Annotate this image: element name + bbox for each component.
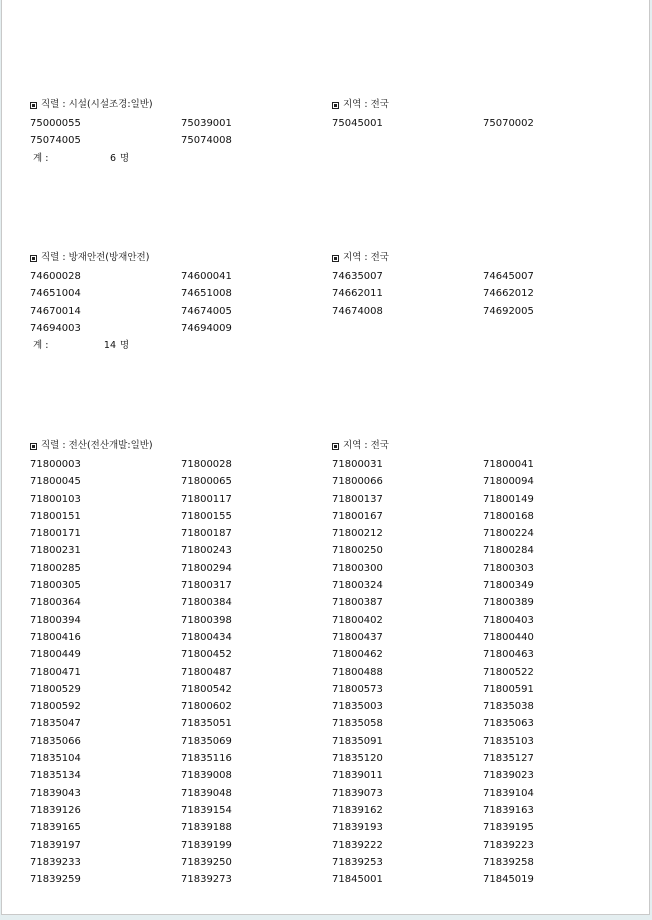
id-cell: 74662011 <box>332 288 383 300</box>
id-cell: 71800031 <box>332 459 383 470</box>
id-cell: 71839043 <box>30 787 81 799</box>
id-cell: 71839188 <box>181 822 232 834</box>
id-cell: 71839008 <box>181 770 232 782</box>
id-cell: 71835127 <box>483 753 534 765</box>
square-bullet-icon <box>332 255 339 262</box>
id-cell: 71800402 <box>332 614 383 626</box>
id-cell: 71800488 <box>332 666 383 678</box>
id-cell: 74674005 <box>181 305 232 317</box>
id-cell: 71839163 <box>483 804 534 816</box>
section-computing <box>30 438 590 888</box>
id-cell: 71800168 <box>483 510 534 522</box>
id-cell: 71800416 <box>30 631 81 643</box>
id-cell: 71800094 <box>483 476 534 488</box>
id-cell: 71800387 <box>332 597 383 609</box>
id-cell: 71800231 <box>30 545 81 557</box>
id-grid <box>30 268 590 337</box>
id-cell: 71800305 <box>30 580 81 592</box>
id-cell: 71835120 <box>332 753 383 765</box>
total-row <box>30 337 590 355</box>
id-cell: 71800403 <box>483 614 534 626</box>
id-cell: 71835063 <box>483 718 534 730</box>
id-cell: 71835047 <box>30 718 81 730</box>
id-cell: 71835051 <box>181 718 232 730</box>
id-cell: 71839199 <box>181 839 232 851</box>
total-unit: 명 <box>120 340 130 352</box>
section-disaster-safety <box>30 250 590 355</box>
id-cell: 71800394 <box>30 614 81 626</box>
id-cell: 71800187 <box>181 528 232 540</box>
id-cell: 71800103 <box>30 493 81 505</box>
id-cell: 71835134 <box>30 770 81 782</box>
id-cell: 71839222 <box>332 839 383 851</box>
id-cell: 74670014 <box>30 305 81 317</box>
region-label: 지역 : 전국 <box>343 252 389 263</box>
id-cell: 71835104 <box>30 753 81 765</box>
id-cell: 71800003 <box>30 459 81 470</box>
id-cell: 71800294 <box>181 562 232 574</box>
id-cell: 71800028 <box>181 459 232 470</box>
id-cell: 71839073 <box>332 787 383 799</box>
square-bullet-icon <box>30 255 37 262</box>
region-label: 지역 : 전국 <box>343 440 389 451</box>
total-label: 계 : <box>33 152 49 164</box>
id-cell: 71839193 <box>332 822 383 834</box>
id-cell: 74694009 <box>181 322 232 334</box>
id-cell: 71800440 <box>483 631 534 643</box>
id-cell: 71800324 <box>332 580 383 592</box>
id-cell: 74600028 <box>30 271 81 282</box>
total-row <box>30 150 590 168</box>
id-cell: 74600041 <box>181 271 232 282</box>
id-cell: 71839165 <box>30 822 81 834</box>
job-series-label: 직렬 : 시설(시설조경:일반) <box>41 99 153 110</box>
total-count: 6 <box>109 152 116 164</box>
id-cell: 71800137 <box>332 493 383 505</box>
total-count: 14 <box>103 340 116 352</box>
id-cell: 71845001 <box>332 874 383 886</box>
id-cell: 71835069 <box>181 735 232 747</box>
id-cell: 71800167 <box>332 510 383 522</box>
id-cell: 71835058 <box>332 718 383 730</box>
id-cell: 71800487 <box>181 666 232 678</box>
job-series-label: 직렬 : 전산(전산개발:일반) <box>41 440 153 451</box>
id-cell: 74645007 <box>483 271 534 282</box>
id-cell: 74674008 <box>332 305 383 317</box>
id-cell: 71800151 <box>30 510 81 522</box>
id-cell: 71839011 <box>332 770 383 782</box>
id-cell: 71800224 <box>483 528 534 540</box>
id-cell: 71800573 <box>332 683 383 695</box>
id-cell: 71800065 <box>181 476 232 488</box>
id-cell: 75000055 <box>30 118 81 129</box>
id-cell: 71800317 <box>181 580 232 592</box>
id-cell: 71800045 <box>30 476 81 488</box>
id-grid <box>30 456 590 888</box>
id-cell: 75045001 <box>332 118 383 129</box>
job-series-label: 직렬 : 방재안전(방재안전) <box>41 252 150 263</box>
section-header <box>30 250 590 266</box>
id-cell: 71800250 <box>332 545 383 557</box>
id-cell: 71800300 <box>332 562 383 574</box>
region-label: 지역 : 전국 <box>343 99 389 110</box>
id-cell: 71800542 <box>181 683 232 695</box>
id-cell: 71839195 <box>483 822 534 834</box>
id-cell: 74651008 <box>181 288 232 300</box>
id-cell: 74635007 <box>332 271 383 282</box>
square-bullet-icon <box>332 102 339 109</box>
id-cell: 71835116 <box>181 753 232 765</box>
id-cell: 71839259 <box>30 874 81 886</box>
section-header <box>30 97 590 113</box>
id-cell: 71839162 <box>332 804 383 816</box>
square-bullet-icon <box>30 102 37 109</box>
total-unit: 명 <box>120 152 130 164</box>
id-cell: 71839250 <box>181 856 232 868</box>
id-cell: 71845019 <box>483 874 534 886</box>
id-cell: 71839154 <box>181 804 232 816</box>
id-cell: 71839104 <box>483 787 534 799</box>
square-bullet-icon <box>332 443 339 450</box>
id-cell: 71800117 <box>181 493 232 505</box>
id-cell: 71800437 <box>332 631 383 643</box>
id-cell: 75074008 <box>181 135 232 147</box>
id-cell: 71800529 <box>30 683 81 695</box>
id-grid <box>30 115 590 150</box>
document-page <box>1 0 650 915</box>
id-cell: 75070002 <box>483 118 534 129</box>
id-cell: 71835038 <box>483 701 534 713</box>
id-cell: 71800066 <box>332 476 383 488</box>
id-cell: 71800349 <box>483 580 534 592</box>
id-cell: 74651004 <box>30 288 81 300</box>
id-cell: 75039001 <box>181 118 232 129</box>
id-cell: 71839048 <box>181 787 232 799</box>
id-cell: 71800471 <box>30 666 81 678</box>
id-cell: 71800452 <box>181 649 232 661</box>
id-cell: 71800149 <box>483 493 534 505</box>
id-cell: 71800463 <box>483 649 534 661</box>
id-cell: 75074005 <box>30 135 81 147</box>
id-cell: 71800285 <box>30 562 81 574</box>
section-facility <box>30 97 590 168</box>
id-cell: 71800384 <box>181 597 232 609</box>
id-cell: 71800171 <box>30 528 81 540</box>
section-header <box>30 438 590 454</box>
total-label: 계 : <box>33 340 49 352</box>
id-cell: 71800462 <box>332 649 383 661</box>
id-cell: 71800522 <box>483 666 534 678</box>
id-cell: 71800155 <box>181 510 232 522</box>
id-cell: 71839126 <box>30 804 81 816</box>
id-cell: 71835091 <box>332 735 383 747</box>
id-cell: 71800592 <box>30 701 81 713</box>
id-cell: 71839023 <box>483 770 534 782</box>
id-cell: 71800243 <box>181 545 232 557</box>
id-cell: 71835003 <box>332 701 383 713</box>
id-cell: 71800041 <box>483 459 534 470</box>
square-bullet-icon <box>30 443 37 450</box>
id-cell: 71839258 <box>483 856 534 868</box>
id-cell: 71839223 <box>483 839 534 851</box>
id-cell: 71800602 <box>181 701 232 713</box>
id-cell: 71839273 <box>181 874 232 886</box>
id-cell: 74662012 <box>483 288 534 300</box>
id-cell: 71800212 <box>332 528 383 540</box>
id-cell: 71839197 <box>30 839 81 851</box>
id-cell: 71839233 <box>30 856 81 868</box>
id-cell: 71800364 <box>30 597 81 609</box>
id-cell: 71800449 <box>30 649 81 661</box>
id-cell: 71800303 <box>483 562 534 574</box>
id-cell: 71800389 <box>483 597 534 609</box>
id-cell: 71800591 <box>483 683 534 695</box>
id-cell: 71800284 <box>483 545 534 557</box>
id-cell: 71800434 <box>181 631 232 643</box>
id-cell: 74694003 <box>30 322 81 334</box>
id-cell: 71835066 <box>30 735 81 747</box>
id-cell: 71835103 <box>483 735 534 747</box>
id-cell: 74692005 <box>483 305 534 317</box>
id-cell: 71800398 <box>181 614 232 626</box>
id-cell: 71839253 <box>332 856 383 868</box>
